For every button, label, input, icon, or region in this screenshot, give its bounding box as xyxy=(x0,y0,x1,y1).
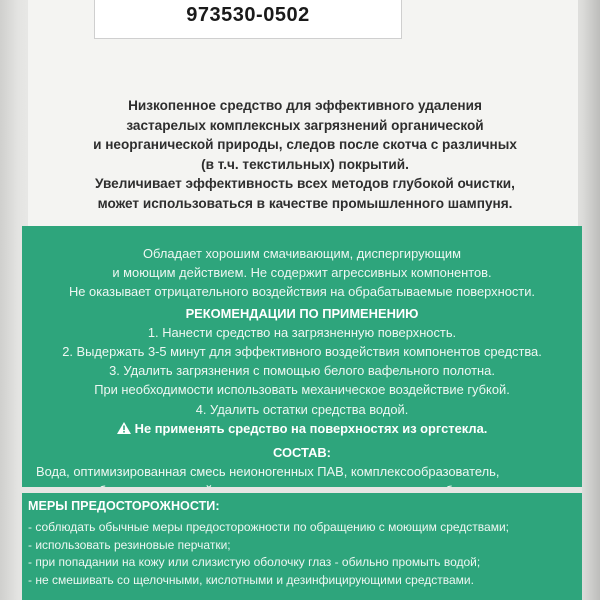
warning-triangle-icon xyxy=(117,422,131,434)
recommendations-title: РЕКОМЕНДАЦИИ ПО ПРИМЕНЕНИЮ xyxy=(185,305,419,321)
precautions-list xyxy=(28,519,578,589)
recommendation-step: 3. Удалить загрязнения с помощью белого вафельного полотна. xyxy=(109,363,495,379)
usage-info xyxy=(30,244,574,501)
intro-line: и неорганической природы, следов после скотча с различных xyxy=(93,137,517,153)
intro-line: застарелых комплексных загрязнений органической xyxy=(126,117,484,133)
properties-line: Обладает хорошим смачивающим, диспергирующим xyxy=(143,246,461,261)
recommendation-step: 4. Удалить остатки средства водой. xyxy=(195,401,409,417)
intro-line: может использоваться в качестве промышленного шампуня. xyxy=(97,195,513,211)
warning-text: Не применять средство на поверхностях из оргстекла. xyxy=(134,420,488,436)
precautions-section xyxy=(22,493,582,600)
product-description xyxy=(50,96,560,214)
properties-line: Не оказывает отрицательного воздействия на обрабатываемые поверхности. xyxy=(68,284,535,300)
composition-title: СОСТАВ: xyxy=(273,445,331,461)
recommendation-step: 1. Нанести средство на загрязненную поверхность. xyxy=(147,324,457,340)
intro-line: Низкопенное средство для эффективного удаления xyxy=(128,98,482,113)
intro-line: (в т.ч. текстильных) покрытий. xyxy=(201,156,409,172)
precaution-item: - соблюдать обычные меры предосторожности по обращению с моющим средствами; xyxy=(28,519,578,537)
composition-line: Вода, оптимизированная смесь неионогенных ПАВ, комплексообразователь, xyxy=(36,464,500,480)
warning-line xyxy=(30,419,574,438)
properties-line: и моющим действием. Не содержит агрессивных компонентов. xyxy=(112,265,492,281)
precaution-item: - не смешивать со щелочными, кислотными и дезинфицирующими средствами. xyxy=(28,572,578,590)
article-number-box xyxy=(94,0,402,39)
precaution-item: - использовать резиновые перчатки; xyxy=(28,537,578,555)
recommendation-step: При необходимости использовать механическое воздействие губкой. xyxy=(94,382,510,398)
recommendation-step: 2. Выдержать 3-5 минут для эффективного воздействия компонентов средства. xyxy=(62,344,542,360)
article-number: 973530-0502 xyxy=(186,4,310,26)
precautions-title: МЕРЫ ПРЕДОСТОРОЖНОСТИ: xyxy=(28,499,220,513)
precaution-item: - при попадании на кожу или слизистую оболочку глаз - обильно промыть водой; xyxy=(28,554,578,572)
intro-line: Увеличивает эффективность всех методов глубокой очистки, xyxy=(95,176,515,192)
